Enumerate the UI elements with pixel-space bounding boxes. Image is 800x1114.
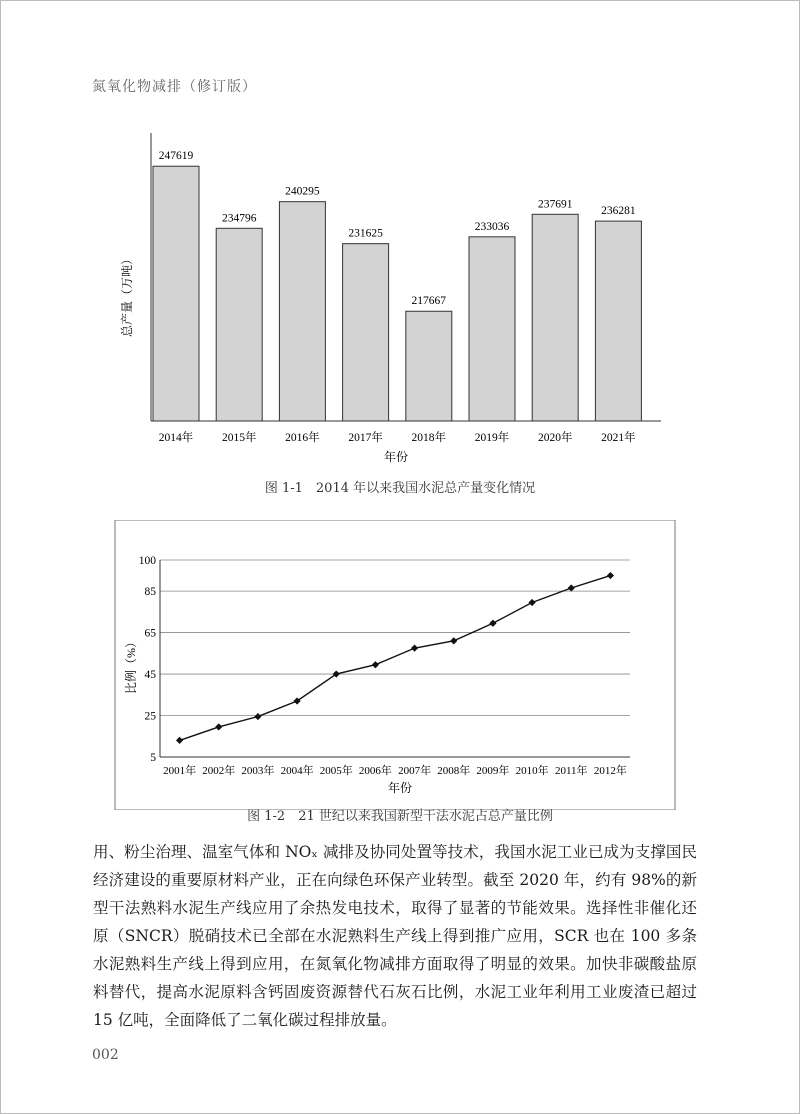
chart1-data-label: 234796 bbox=[221, 212, 257, 225]
page-number: 002 bbox=[92, 1047, 119, 1063]
chart1-bar bbox=[279, 202, 325, 421]
chart1-bar bbox=[216, 228, 262, 421]
chart1-data-label: 231625 bbox=[348, 227, 383, 240]
chart1-bar bbox=[595, 221, 641, 421]
chart1-x-tick-label: 2019年 bbox=[474, 432, 510, 444]
chart1-x-tick-label: 2015年 bbox=[221, 432, 257, 444]
chart2-x-tick-label: 2006年 bbox=[358, 765, 392, 777]
chart1-data-label: 217667 bbox=[411, 295, 447, 308]
chart1-data-label: 236281 bbox=[601, 205, 636, 218]
chart1-bar bbox=[343, 244, 389, 421]
chart2-x-tick-label: 2010年 bbox=[515, 765, 549, 777]
chart2-x-tick-label: 2012年 bbox=[593, 765, 627, 777]
chart1-data-label: 247619 bbox=[158, 150, 194, 163]
chart1-x-tick-label: 2014年 bbox=[158, 432, 194, 444]
chart1-xlabel: 年份 bbox=[383, 450, 409, 464]
chart2-x-tick-label: 2003年 bbox=[241, 765, 275, 777]
chart2-y-tick-label: 65 bbox=[144, 627, 156, 640]
chart1-bar bbox=[532, 214, 578, 421]
chart2-ylabel: 比例（%） bbox=[124, 636, 138, 694]
figure-1-1-caption: 图 1-1 2014 年以来我国水泥总产量变化情况 bbox=[264, 481, 536, 496]
chart2-x-tick-label: 2011年 bbox=[554, 765, 588, 777]
chart1-data-label: 233036 bbox=[474, 220, 510, 233]
figure-1-1-bar-chart bbox=[0, 0, 800, 470]
figure-1-2-caption: 图 1-2 21 世纪以来我国新型干法水泥占总产量比例 bbox=[247, 809, 553, 824]
body-paragraph: 用、粉尘治理、温室气体和 NOₓ 减排及协同处置等技术，我国水泥工业已成为支撑国民经济建设的重要原材料产业，正在向绿色环保产业转型。截至 2020 年，约有 98%的新型干法熟料水泥生产线应用了余热发电技术，取得了显著的节能效果。选择性非催化还原（SNCR）脱硝技术已全部在水泥熟料生产线上得到推广应用，SCR 也在 100 多条水泥熟料生产线上得到应用，在氮氧化物减排方面取得了明显的效果。加快非碳酸盐原料替代，提高水泥原料含钙固废资源替代石灰石比例，水泥工业年利用工业废渣已超过 15 亿吨，全面降低了二氧化碳过程排放量。 bbox=[93, 843, 697, 1029]
chart2-y-tick-label: 85 bbox=[144, 586, 156, 599]
chart1-data-label: 240295 bbox=[285, 185, 320, 198]
chart2-x-tick-label: 2001年 bbox=[163, 765, 197, 777]
chart1-ylabel: 总产量（万吨） bbox=[120, 252, 134, 338]
chart1-bar bbox=[406, 311, 452, 421]
body-paragraph-block bbox=[93, 838, 697, 1034]
chart1-x-tick-label: 2016年 bbox=[285, 432, 320, 444]
chart2-x-tick-label: 2008年 bbox=[437, 765, 471, 777]
chart2-y-tick-label: 100 bbox=[138, 555, 156, 567]
chart1-x-tick-label: 2017年 bbox=[348, 432, 383, 444]
chart2-y-tick-label: 25 bbox=[144, 710, 156, 723]
chart1-x-tick-label: 2020年 bbox=[537, 432, 573, 444]
running-header-title: 氮氧化物减排（修订版） bbox=[92, 79, 257, 95]
chart2-frame bbox=[115, 520, 675, 810]
figure-1-2-line-chart bbox=[0, 520, 800, 810]
chart1-data-label: 237691 bbox=[537, 198, 573, 211]
chart1-bar bbox=[469, 237, 515, 421]
chart2-y-tick-label: 5 bbox=[150, 752, 156, 764]
chart1-x-tick-label: 2021年 bbox=[601, 432, 636, 444]
chart2-x-tick-label: 2007年 bbox=[398, 765, 432, 777]
chart2-x-tick-label: 2009年 bbox=[476, 765, 510, 777]
chart1-x-tick-label: 2018年 bbox=[411, 432, 447, 444]
chart2-y-tick-label: 45 bbox=[144, 669, 156, 682]
chart2-x-tick-label: 2002年 bbox=[202, 765, 236, 777]
chart2-xlabel: 年份 bbox=[387, 781, 413, 795]
chart2-x-tick-label: 2004年 bbox=[280, 765, 314, 777]
chart1-bar bbox=[153, 166, 199, 421]
chart2-x-tick-label: 2005年 bbox=[319, 765, 353, 777]
